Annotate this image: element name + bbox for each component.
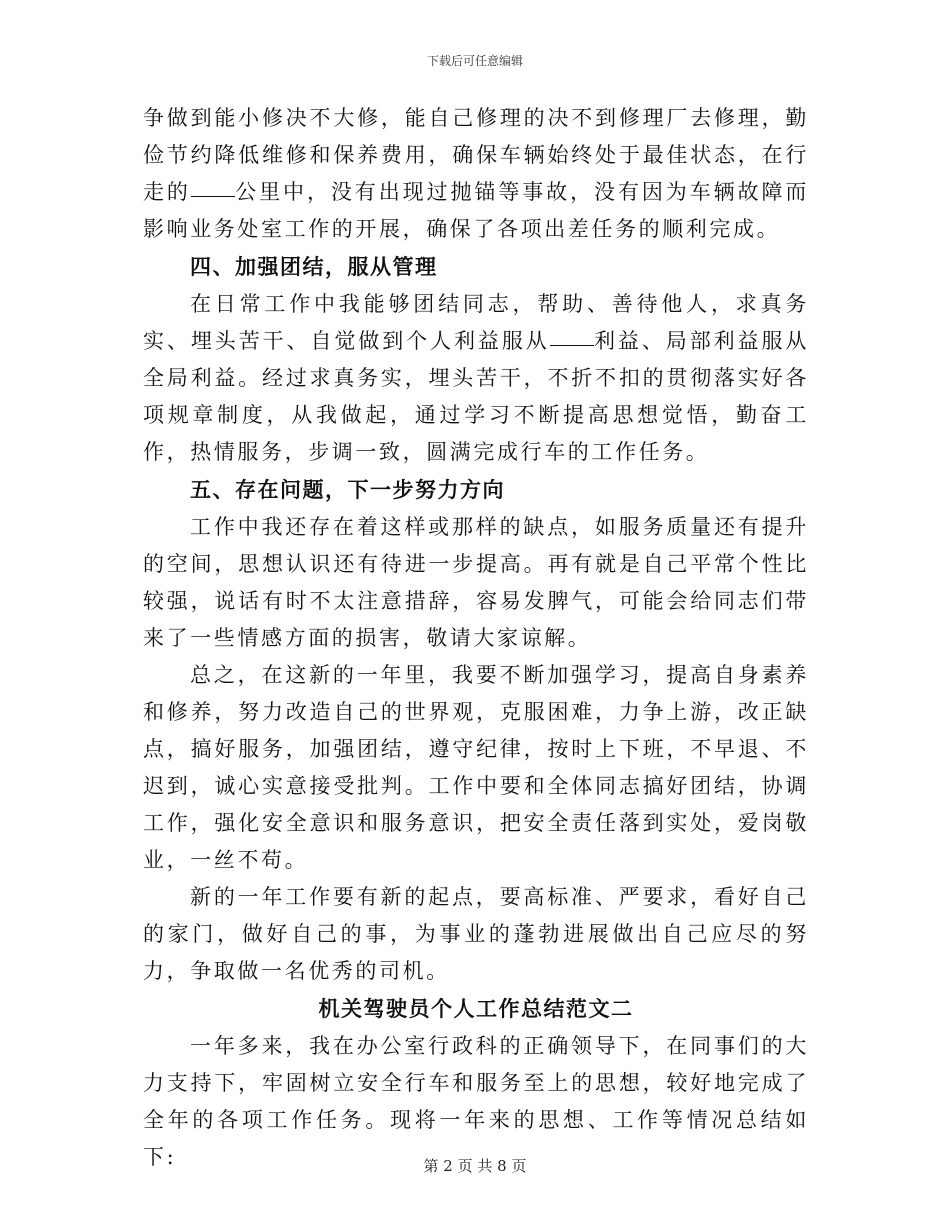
paragraph-new-year: 新的一年工作要有新的起点，要高标准、严要求，看好自己的家门，做好自己的事，为事业的蓬勃进展做出自己应尽的努力，争取做一名优秀的司机。 [143,885,809,983]
page-header-note: 下载后可任意编辑 [426,54,523,68]
paragraph-summary: 总之，在这新的一年里，我要不断加强学习，提高自身素养和修养，努力改造自己的世界观，克服困难，力争上游，改正缺点，搞好服务，加强团结，遵守纪律，按时上下班，不早退、不迟到，诚心实意接受批判。工作中要和全体同志搞好团结，协调工作，强化安全意识和服务意识，把安全责任落到实处，爱岗敬业，一丝不苟。 [143,663,809,872]
section-heading-unity: 四、加强团结，服从管理 [190,254,438,279]
document-body [143,100,809,1176]
paragraph-text: 在日常工作中我能够团结同志，帮助、善待他人，求真务实、埋头苦干、自觉做到个人利益服从 [143,292,809,353]
article-title-two: 机关驾驶员个人工作总结范文二 [318,996,634,1021]
fill-blank [191,195,235,197]
section-heading-problems: 五、存在问题，下一步努力方向 [190,477,505,502]
paragraph-vehicle-maintenance [143,100,809,248]
paragraph-intro-two: 一年多来，我在办公室行政科的正确领导下，在同事们的大力支持下，牢固树立安全行车和服务至上的思想，较好地完成了全年的各项工作任务。现将一年来的思想、工作等情况总结如下: [143,1034,809,1169]
fill-blank [550,344,594,346]
paragraph-unity [143,286,809,471]
paragraph-problems: 工作中我还存在着这样或那样的缺点，如服务质量还有提升的空间，思想认识还有待进一步提高。再有就是自己平常个性比较强，说话有时不太注意措辞，容易发脾气，可能会给同志们带来了一些情感方面的损害，敬请大家谅解。 [143,515,809,650]
page-footer-page-number: 第 2 页 共 8 页 [423,1157,527,1175]
paragraph-text: 公里中，没有出现过抛锚等事故，没有因为车辆故障而影响业务处室工作的开展，确保了各项出差任务的顺利完成。 [143,180,810,241]
paragraph-text: 利益、局部利益服从全局利益。经过求真务实，埋头苦干，不折不扣的贯彻落实好各项规章制度，从我做起，通过学习不断提高思想觉悟，勤奋工作，热情服务，步调一致，圆满完成行车的工作任务。 [143,329,809,464]
paragraph-text: 争做到能小修决不大修，能自己修理的决不到修理厂去修理，勤俭节约降低维修和保养费用，确保车辆始终处于最佳状态，在行走的 [143,106,809,204]
